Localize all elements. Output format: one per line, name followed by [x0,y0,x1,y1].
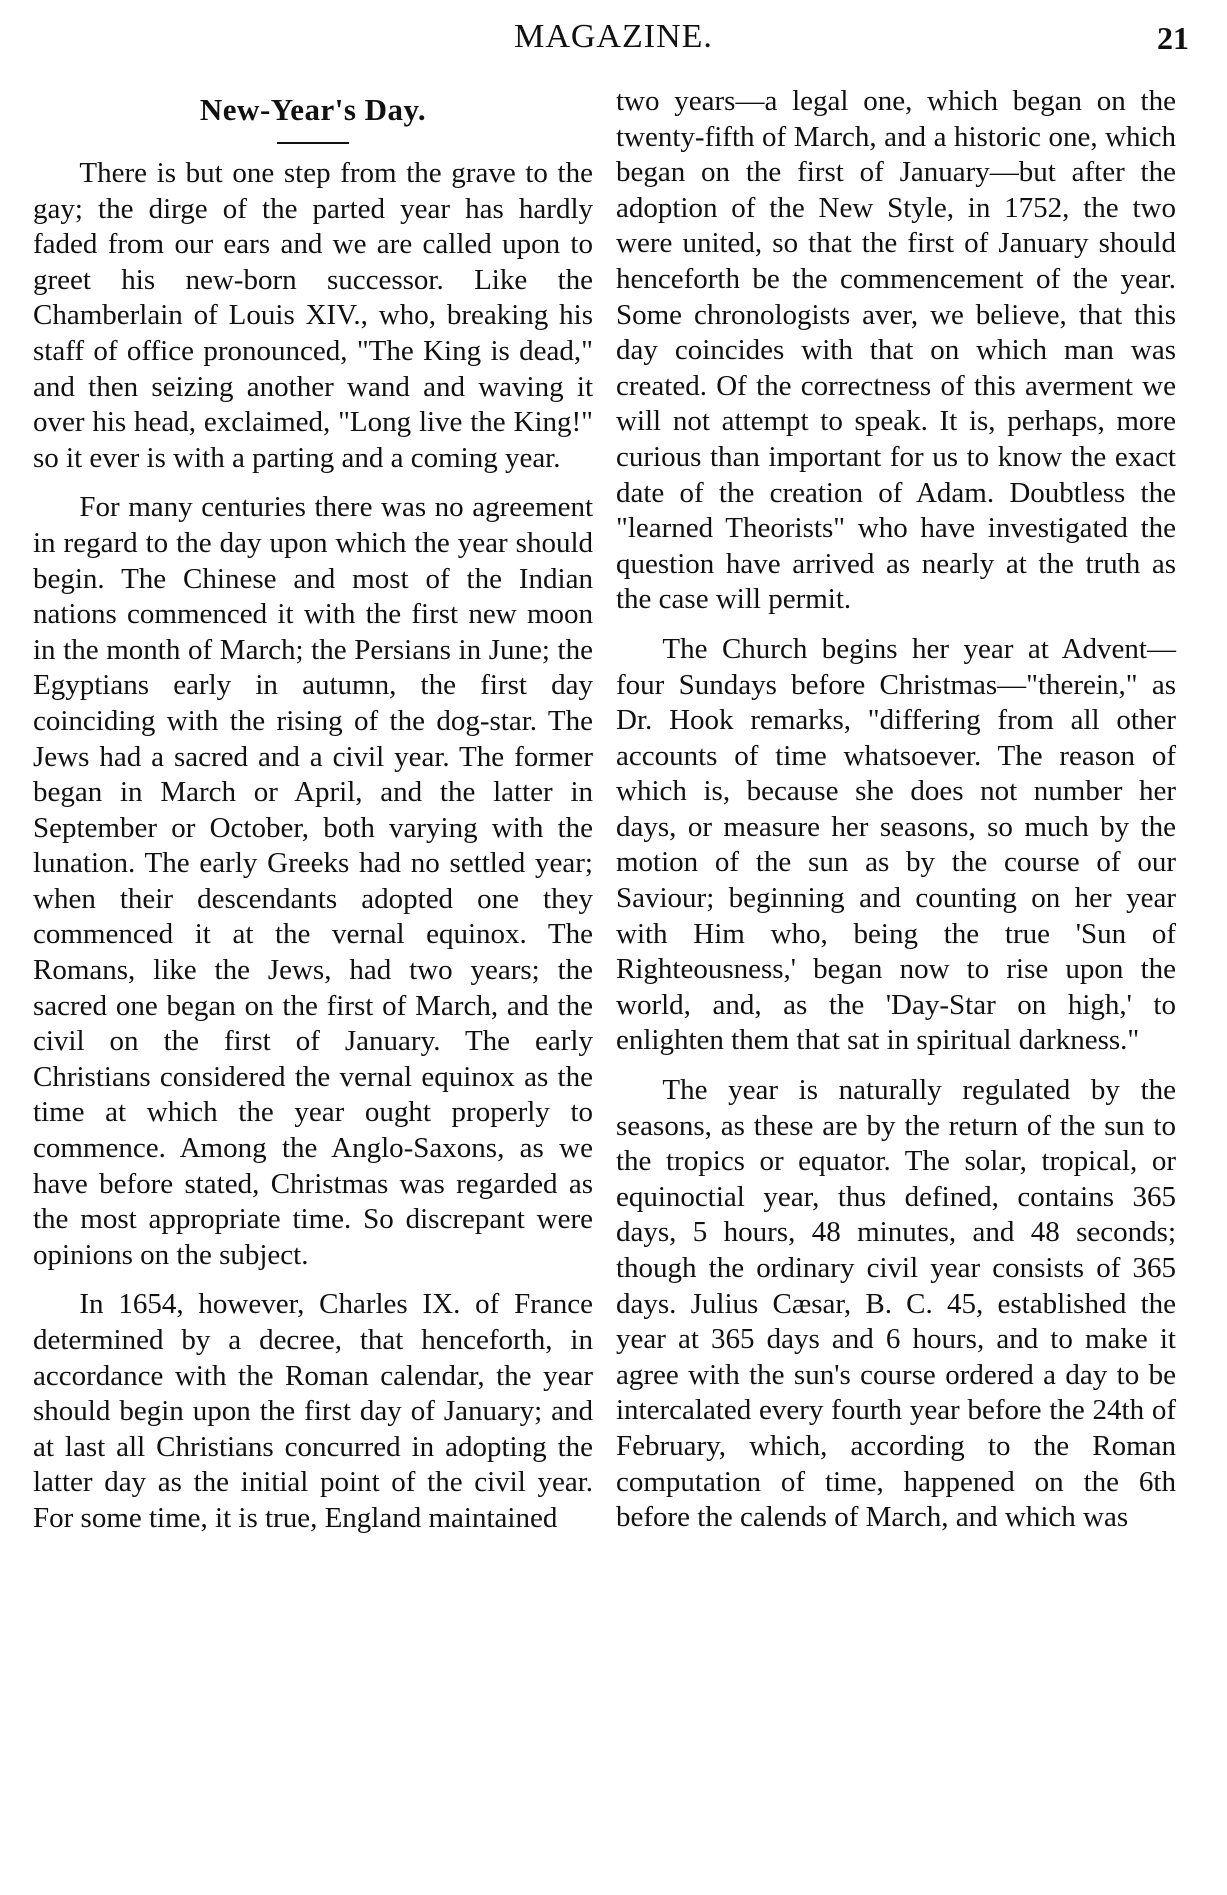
paragraph-3-continued: two years—a legal one, which began on the twenty-fifth of March, and a historic one, which began on the first of January—but after the adoption of the New Style, in 1752, the two were united, so that the first of January should henceforth be the commencement of the year. Some chronologists aver, we believe, that this day coincides with that on which man was created. Of the correctness of this averment we will not attempt to speak. It is, perhaps, more curious than important for us to know the exact date of the creation of Adam. Doubtless the "learned Theorists" who have investigated the question have arrived as nearly at the truth as the case will permit. [616,85,1176,616]
paragraph-4: The Church begins her year at Advent—four Sundays before Christmas—"therein," as Dr. Hook remarks, "differing from all other accounts of time whatsoever. The reason of which is, because she does not number her days, or measure her seasons, so much by the motion of the sun as by the course of our Saviour; beginning and counting on her year with Him who, being the true 'Sun of Righteousness,' began now to rise upon the world, and, as the 'Day-Star on high,' to enlighten them that sat in spiritual darkness." [616,632,1176,1057]
paragraph-5: The year is naturally regulated by the seasons, as these are by the return of the sun to the tropics or equator. The solar, tropical, or equinoctial year, thus defined, contains 365 days, 5 hours, 48 minutes, and 48 seconds; though the ordinary civil year consists of 365 days. Julius Cæsar, B. C. 45, established the year at 365 days and 6 hours, and to make it agree with the sun's course ordered a day to be intercalated every fourth year before the 24th of February, which, according to the Roman computation of time, happened on the 6th before the calends of March, and which was [616,1074,1176,1534]
page-number: 21 [1157,20,1189,56]
article-title: New-Year's Day. [199,92,427,127]
left-column [33,84,593,1537]
right-column [616,84,1176,1536]
paragraph-1: There is but one step from the grave to the gay; the dirge of the parted year has hardly faded from our ears and we are called upon to greet his new-born successor. Like the Chamberlain of Louis XIV., who, breaking his staff of office pronounced, "The King is dead," and then seizing another wand and waving it over his head, exclaimed, "Long live the King!" so it ever is with a parting and a coming year. [33,157,593,474]
paragraph-2: For many centuries there was no agreement in regard to the day upon which the year should begin. The Chinese and most of the Indian nations commenced it with the first new moon in the month of March; the Persians in June; the Egyptians early in autumn, the first day coinciding with the rising of the dog-star. The Jews had a sacred and a civil year. The former began in March or April, and the latter in September or October, both varying with the lunation. The early Greeks had no settled year; when their descendants adopted one they commenced it at the vernal equinox. The Romans, like the Jews, had two years; the sacred one began on the first of March, and the civil on the first of January. The early Christians considered the vernal equinox as the time at which the year ought properly to commence. Among the Anglo-Saxons, as we have before stated, Christmas was regarded as the most appropriate time. So discrepant were opinions on the subject. [33,491,593,1271]
running-title: MAGAZINE. [514,18,713,55]
title-rule [277,142,349,144]
paragraph-3: In 1654, however, Charles IX. of France determined by a decree, that henceforth, in accordance with the Roman calendar, the year should begin upon the first day of January; and at last all Christians concurred in adopting the latter day as the initial point of the civil year. For some time, it is true, England maintained [33,1288,593,1534]
running-head [0,18,1227,58]
